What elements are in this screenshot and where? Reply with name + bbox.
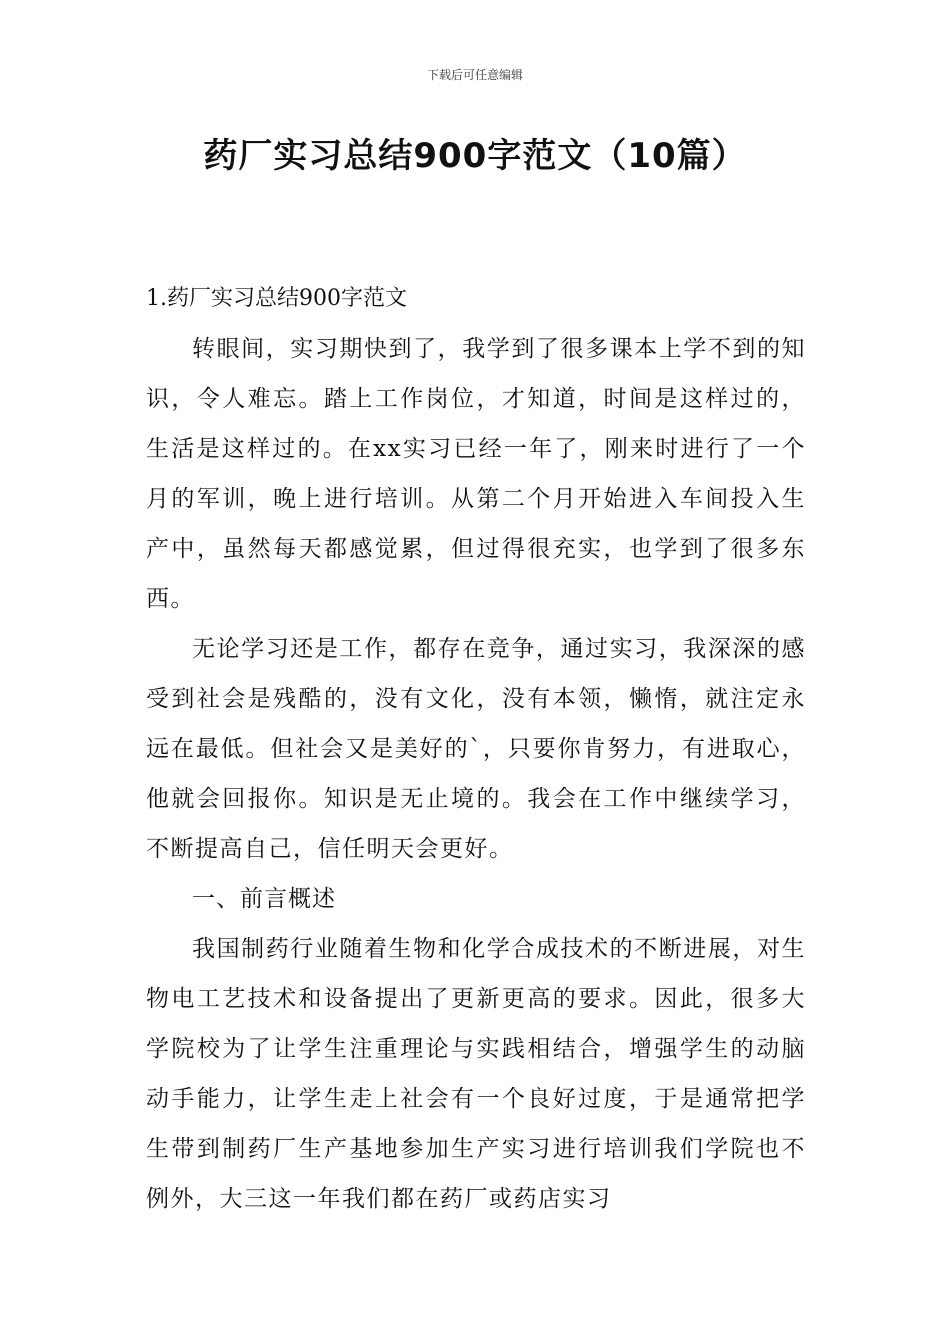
document-title: 药厂实习总结900字范文（10篇） <box>203 136 747 176</box>
paragraph-1: 转眼间，实习期快到了，我学到了很多课本上学不到的知识，令人难忘。踏上工作岗位，才知道，时间是这样过的，生活是这样过的。在xx实习已经一年了，刚来时进行了一个月的军训，晚上进行培训。从第二个月开始进入车间投入生产中，虽然每天都感觉累，但过得很充实，也学到了很多东西。 <box>146 336 806 612</box>
paragraph-3: 我国制药行业随着生物和化学合成技术的不断进展，对生物电工艺技术和设备提出了更新更高的要求。因此，很多大学院校为了让学生注重理论与实践相结合，增强学生的动脑动手能力，让学生走上社会有一个良好过度，于是通常把学生带到制药厂生产基地参加生产实习进行培训我们学院也不例外，大三这一年我们都在药厂或药店实习 <box>146 936 806 1212</box>
header-note: 下载后可任意编辑 <box>426 68 523 82</box>
sub-heading-preface: 一、前言概述 <box>192 886 336 912</box>
paragraph-2: 无论学习还是工作，都存在竞争，通过实习，我深深的感受到社会是残酷的，没有文化，没有本领，懒惰，就注定永远在最低。但社会又是美好的`，只要你肯努力，有进取心，他就会回报你。知识是无止境的。我会在工作中继续学习，不断提高自己，信任明天会更好。 <box>146 636 806 862</box>
document-body <box>146 274 806 1224</box>
section-heading: 1.药厂实习总结900字范文 <box>146 286 407 311</box>
